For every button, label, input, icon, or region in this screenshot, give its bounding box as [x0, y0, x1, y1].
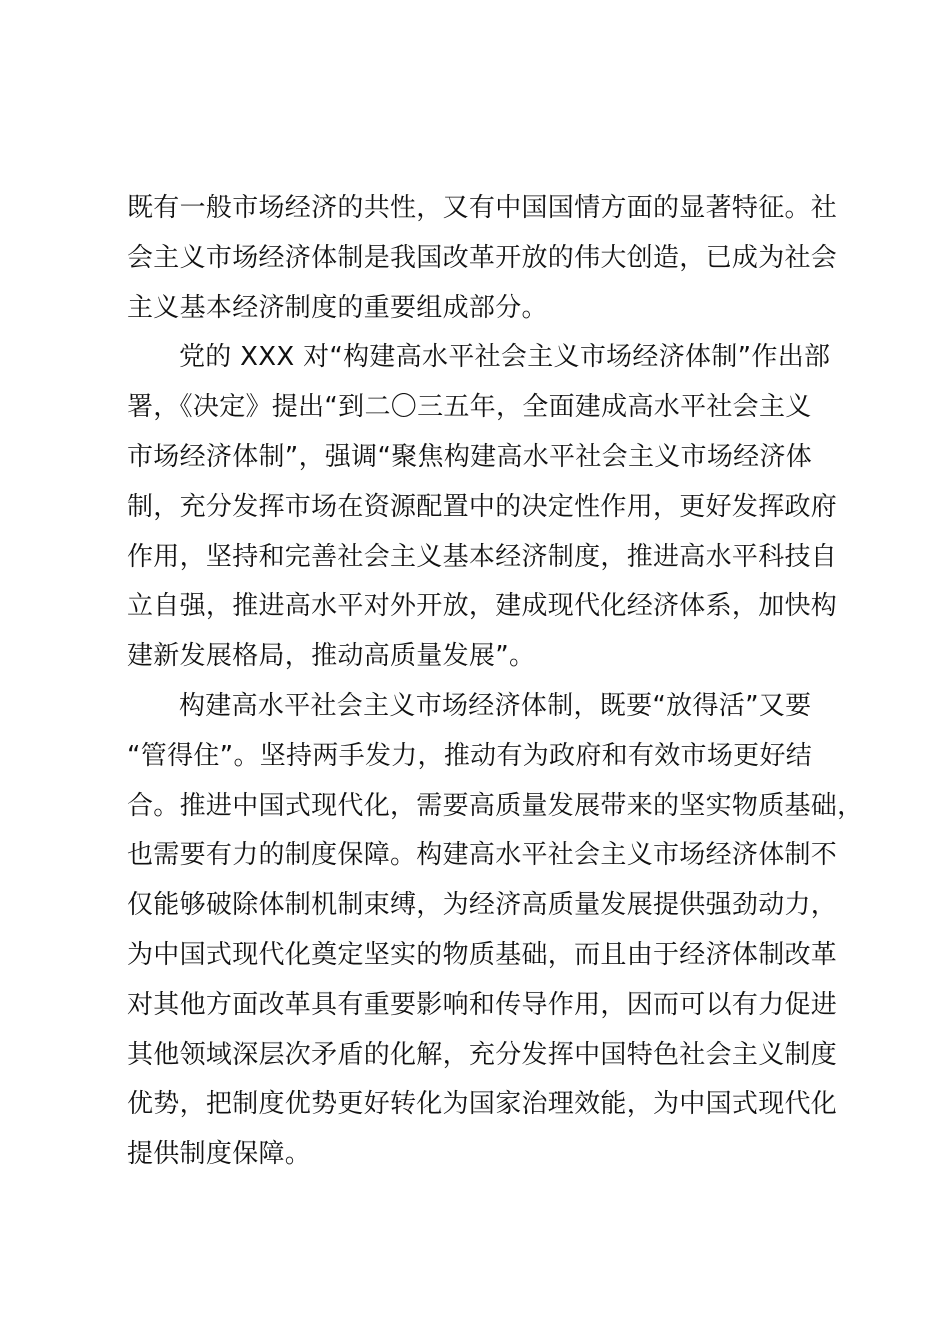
text-line: 制，充分发挥市场在资源配置中的决定性作用，更好发挥政府	[127, 491, 838, 522]
text-line: 也需要有力的制度保障。构建高水平社会主义市场经济体制不	[127, 840, 838, 871]
paragraph-first-line: 构建高水平社会主义市场经济体制，既要“放得活”又要	[179, 690, 812, 721]
text-line: 建新发展格局，推动高质量发展”。	[127, 641, 536, 672]
text-line: 优势，把制度优势更好转化为国家治理效能，为中国式现代化	[127, 1089, 838, 1120]
body-text	[127, 184, 864, 1180]
text-line: “管得住”。坚持两手发力，推动有为政府和有效市场更好结	[127, 740, 813, 771]
paragraph-first-line: 党的 XXX 对“构建高水平社会主义市场经济体制”作出部	[179, 342, 831, 373]
text-line: 立自强，推进高水平对外开放，建成现代化经济体系，加快构	[127, 591, 838, 622]
text-line: 会主义市场经济体制是我国改革开放的伟大创造，已成为社会	[127, 242, 838, 273]
text-line: 提供制度保障。	[127, 1139, 312, 1170]
text-line: 对其他方面改革具有重要影响和传导作用，因而可以有力促进	[127, 989, 838, 1020]
text-line: 合。推进中国式现代化，需要高质量发展带来的坚实物质基础，	[127, 790, 864, 821]
text-line: 其他领域深层次矛盾的化解，充分发挥中国特色社会主义制度	[127, 1039, 838, 1070]
text-line: 既有一般市场经济的共性，又有中国国情方面的显著特征。社	[127, 193, 838, 223]
text-line: 署，《决定》提出“到二〇三五年，全面建成高水平社会主义	[127, 392, 812, 423]
text-line: 作用，坚持和完善社会主义基本经济制度，推进高水平科技自	[127, 541, 838, 572]
text-line: 主义基本经济制度的重要组成部分。	[127, 292, 548, 323]
text-line: 市场经济体制”，强调“聚焦构建高水平社会主义市场经济体	[127, 441, 813, 472]
text-line: 仅能够破除体制机制束缚，为经济高质量发展提供强劲动力，	[127, 890, 838, 921]
text-line: 为中国式现代化奠定坚实的物质基础，而且由于经济体制改革	[127, 939, 838, 970]
